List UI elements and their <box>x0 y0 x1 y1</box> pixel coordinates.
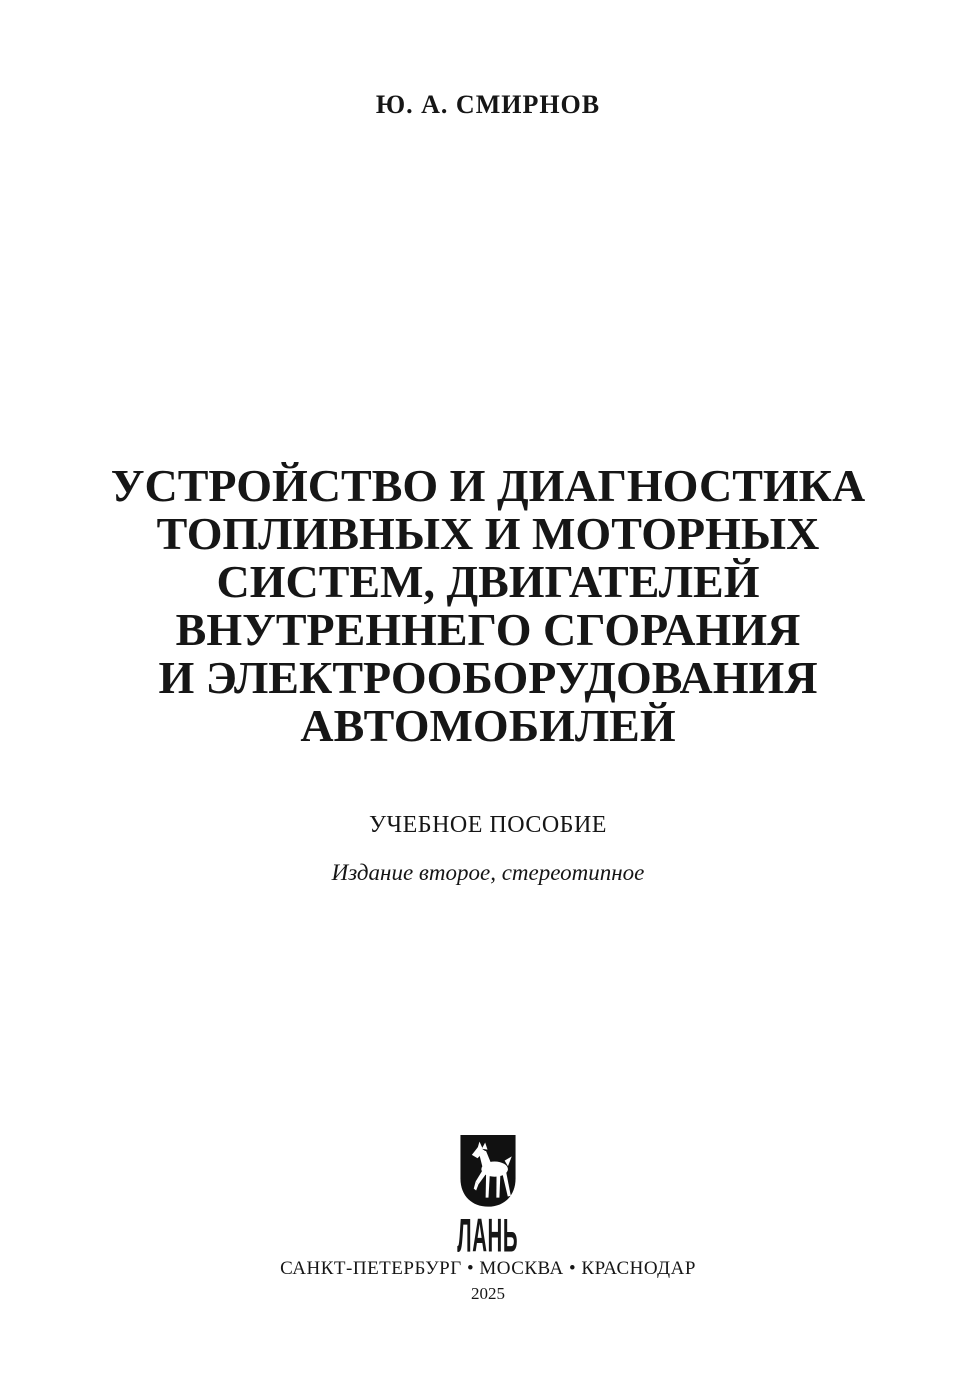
subtitle-edition-type: УЧЕБНОЕ ПОСОБИЕ <box>369 812 607 838</box>
author-name: Ю. А. СМИРНОВ <box>375 90 601 119</box>
edition-note: Издание второе, стереотипное <box>331 860 645 885</box>
publisher-wordmark <box>0 1210 976 1263</box>
title-line: И ЭЛЕКТРООБОРУДОВАНИЯ <box>158 652 818 703</box>
title-line: ТОПЛИВНЫХ И МОТОРНЫХ <box>156 508 820 559</box>
book-title <box>0 462 976 750</box>
deer-icon <box>460 1133 517 1211</box>
publisher-cities: САНКТ-ПЕТЕРБУРГ • МОСКВА • КРАСНОДАР <box>280 1258 696 1279</box>
publisher-logo <box>460 1133 517 1211</box>
title-line: ВНУТРЕННЕГО СГОРАНИЯ <box>175 604 801 655</box>
publisher-wordmark-text: ЛАНЬ <box>457 1210 519 1263</box>
title-line: АВТОМОБИЛЕЙ <box>300 700 676 751</box>
title-line: УСТРОЙСТВО И ДИАГНОСТИКА <box>110 460 866 511</box>
publication-year: 2025 <box>471 1284 505 1303</box>
title-line: СИСТЕМ, ДВИГАТЕЛЕЙ <box>216 556 760 607</box>
